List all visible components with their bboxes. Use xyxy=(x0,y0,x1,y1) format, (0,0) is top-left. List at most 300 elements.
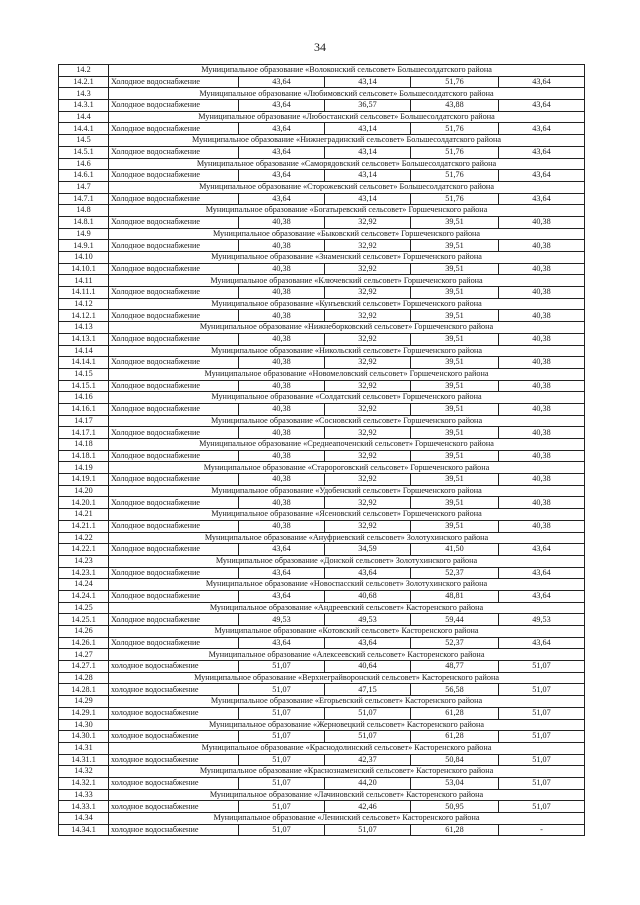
sub-row-number: 14.24.1 xyxy=(59,590,109,602)
row-number: 14.5 xyxy=(59,135,109,147)
tariff-value: 40,38 xyxy=(499,333,585,345)
service-row xyxy=(59,76,585,88)
service-label: холодное водоснабжение xyxy=(109,731,239,743)
row-number: 14.26 xyxy=(59,626,109,638)
service-label: Холодное водоснабжение xyxy=(109,497,239,509)
row-number: 14.34 xyxy=(59,813,109,825)
tariff-value: 41,50 xyxy=(411,544,499,556)
municipality-row xyxy=(59,65,585,77)
tariff-value: 40,68 xyxy=(325,590,411,602)
municipality-name: Муниципальное образование «Новомеловский сельсовет» Горшеченского района xyxy=(109,368,585,380)
sub-row-number: 14.34.1 xyxy=(59,824,109,836)
sub-row-number: 14.29.1 xyxy=(59,707,109,719)
tariff-value: 43,64 xyxy=(499,76,585,88)
service-row xyxy=(59,380,585,392)
tariff-value: 51,07 xyxy=(499,801,585,813)
tariff-value: 43,64 xyxy=(499,193,585,205)
municipality-name: Муниципальное образование «Волоконский сельсовет» Большесолдатского района xyxy=(109,65,585,77)
service-label: Холодное водоснабжение xyxy=(109,614,239,626)
tariff-table xyxy=(58,64,585,836)
tariff-value: 61,28 xyxy=(411,707,499,719)
sub-row-number: 14.2.1 xyxy=(59,76,109,88)
tariff-value: 40,38 xyxy=(499,497,585,509)
row-number: 14.30 xyxy=(59,719,109,731)
municipality-row xyxy=(59,298,585,310)
service-row xyxy=(59,310,585,322)
municipality-row xyxy=(59,322,585,334)
row-number: 14.33 xyxy=(59,789,109,801)
municipality-row xyxy=(59,415,585,427)
municipality-name: Муниципальное образование «Быковский сельсовет» Горшеченского района xyxy=(109,228,585,240)
tariff-value: 43,64 xyxy=(499,100,585,112)
municipality-row xyxy=(59,228,585,240)
service-label: Холодное водоснабжение xyxy=(109,544,239,556)
municipality-name: Муниципальное образование «Ануфриевский сельсовет» Золотухинского района xyxy=(109,532,585,544)
tariff-value: 43,64 xyxy=(325,637,411,649)
service-label: холодное водоснабжение xyxy=(109,777,239,789)
row-number: 14.12 xyxy=(59,298,109,310)
service-label: Холодное водоснабжение xyxy=(109,450,239,462)
row-number: 14.11 xyxy=(59,275,109,287)
tariff-value: 32,92 xyxy=(325,474,411,486)
service-row xyxy=(59,497,585,509)
tariff-value: 51,76 xyxy=(411,76,499,88)
tariff-value: 40,38 xyxy=(239,403,325,415)
tariff-value: 51,76 xyxy=(411,146,499,158)
municipality-row xyxy=(59,392,585,404)
service-label: Холодное водоснабжение xyxy=(109,310,239,322)
tariff-value: 43,64 xyxy=(499,567,585,579)
municipality-row xyxy=(59,88,585,100)
municipality-name: Муниципальное образование «Солдатский сельсовет» Горшеченского района xyxy=(109,392,585,404)
row-number: 14.3 xyxy=(59,88,109,100)
municipality-name: Муниципальное образование «Богатыревский сельсовет» Горшеченского района xyxy=(109,205,585,217)
tariff-value: 51,07 xyxy=(325,824,411,836)
service-row xyxy=(59,590,585,602)
row-number: 14.15 xyxy=(59,368,109,380)
tariff-value: 51,07 xyxy=(239,684,325,696)
sub-row-number: 14.12.1 xyxy=(59,310,109,322)
sub-row-number: 14.3.1 xyxy=(59,100,109,112)
tariff-value: 43,64 xyxy=(499,590,585,602)
tariff-value: 40,38 xyxy=(239,450,325,462)
tariff-value: 59,44 xyxy=(411,614,499,626)
tariff-value: 43,64 xyxy=(499,146,585,158)
municipality-name: Муниципальное образование «Нижнеборковский сельсовет» Горшеченского района xyxy=(109,322,585,334)
sub-row-number: 14.13.1 xyxy=(59,333,109,345)
tariff-table-body xyxy=(59,65,585,836)
tariff-value: 43,64 xyxy=(239,544,325,556)
tariff-value: 39,51 xyxy=(411,263,499,275)
tariff-value: 32,92 xyxy=(325,287,411,299)
sub-row-number: 14.11.1 xyxy=(59,287,109,299)
page-number: 34 xyxy=(314,40,326,54)
service-label: холодное водоснабжение xyxy=(109,684,239,696)
tariff-value: 51,07 xyxy=(499,684,585,696)
tariff-value: 43,88 xyxy=(411,100,499,112)
row-number: 14.31 xyxy=(59,742,109,754)
tariff-value: 40,38 xyxy=(499,427,585,439)
service-label: холодное водоснабжение xyxy=(109,707,239,719)
tariff-value: 32,92 xyxy=(325,216,411,228)
tariff-value: 32,92 xyxy=(325,427,411,439)
tariff-value: 40,38 xyxy=(499,380,585,392)
tariff-value: 43,14 xyxy=(325,193,411,205)
tariff-value: 51,76 xyxy=(411,170,499,182)
tariff-value: 49,53 xyxy=(239,614,325,626)
tariff-value: 32,92 xyxy=(325,357,411,369)
tariff-value: 39,51 xyxy=(411,497,499,509)
tariff-value: 43,14 xyxy=(325,170,411,182)
tariff-value: 51,07 xyxy=(239,824,325,836)
row-number: 14.22 xyxy=(59,532,109,544)
service-row xyxy=(59,754,585,766)
tariff-value: 39,51 xyxy=(411,380,499,392)
service-label: Холодное водоснабжение xyxy=(109,193,239,205)
service-label: Холодное водоснабжение xyxy=(109,170,239,182)
municipality-name: Муниципальное образование «Жерновецкий сельсовет» Касторенского района xyxy=(109,719,585,731)
tariff-value: 40,38 xyxy=(239,474,325,486)
tariff-value: 43,14 xyxy=(325,123,411,135)
tariff-value: 40,38 xyxy=(239,497,325,509)
service-label: Холодное водоснабжение xyxy=(109,520,239,532)
sub-row-number: 14.30.1 xyxy=(59,731,109,743)
sub-row-number: 14.10.1 xyxy=(59,263,109,275)
service-label: Холодное водоснабжение xyxy=(109,287,239,299)
tariff-value: 40,38 xyxy=(499,450,585,462)
sub-row-number: 14.19.1 xyxy=(59,474,109,486)
tariff-value: 40,38 xyxy=(239,216,325,228)
service-row xyxy=(59,637,585,649)
municipality-name: Муниципальное образование «Донской сельсовет» Золотухинского района xyxy=(109,555,585,567)
service-row xyxy=(59,287,585,299)
service-row xyxy=(59,146,585,158)
sub-row-number: 14.5.1 xyxy=(59,146,109,158)
municipality-name: Муниципальное образование «Егорьевский сельсовет» Касторенского района xyxy=(109,696,585,708)
tariff-value: 39,51 xyxy=(411,333,499,345)
tariff-value: 43,64 xyxy=(239,193,325,205)
row-number: 14.2 xyxy=(59,65,109,77)
tariff-value: 39,51 xyxy=(411,357,499,369)
row-number: 14.7 xyxy=(59,181,109,193)
sub-row-number: 14.7.1 xyxy=(59,193,109,205)
municipality-name: Муниципальное образование «Любимовский сельсовет» Большесолдатского района xyxy=(109,88,585,100)
sub-row-number: 14.21.1 xyxy=(59,520,109,532)
service-label: Холодное водоснабжение xyxy=(109,380,239,392)
tariff-value: 40,38 xyxy=(499,403,585,415)
municipality-name: Муниципальное образование «Никольский сельсовет» Горшеченского района xyxy=(109,345,585,357)
municipality-row xyxy=(59,485,585,497)
municipality-name: Муниципальное образование «Сосновский сельсовет» Горшеченского района xyxy=(109,415,585,427)
service-row xyxy=(59,216,585,228)
municipality-name: Муниципальное образование «Андреевский сельсовет» Касторенского района xyxy=(109,602,585,614)
municipality-row xyxy=(59,111,585,123)
tariff-value: 51,07 xyxy=(325,731,411,743)
row-number: 14.14 xyxy=(59,345,109,357)
tariff-value: 43,14 xyxy=(325,146,411,158)
municipality-name: Муниципальное образование «Лачиновский сельсовет» Касторенского района xyxy=(109,789,585,801)
tariff-value: 32,92 xyxy=(325,380,411,392)
tariff-value: 47,15 xyxy=(325,684,411,696)
municipality-name: Муниципальное образование «Знаменский сельсовет» Горшеченского района xyxy=(109,252,585,264)
municipality-name: Муниципальное образование «Любостанский сельсовет» Большесолдатского района xyxy=(109,111,585,123)
tariff-value: 51,07 xyxy=(239,707,325,719)
tariff-value: 39,51 xyxy=(411,520,499,532)
sub-row-number: 14.32.1 xyxy=(59,777,109,789)
sub-row-number: 14.18.1 xyxy=(59,450,109,462)
tariff-value: 40,38 xyxy=(499,357,585,369)
tariff-value: 51,07 xyxy=(325,707,411,719)
tariff-value: 40,38 xyxy=(499,310,585,322)
service-row xyxy=(59,333,585,345)
tariff-value: 49,53 xyxy=(325,614,411,626)
service-row xyxy=(59,614,585,626)
tariff-value: 43,64 xyxy=(239,590,325,602)
row-number: 14.21 xyxy=(59,509,109,521)
tariff-value: 32,92 xyxy=(325,403,411,415)
tariff-value: 43,64 xyxy=(239,170,325,182)
tariff-value: 40,64 xyxy=(325,661,411,673)
sub-row-number: 14.23.1 xyxy=(59,567,109,579)
municipality-name: Муниципальное образование «Старороговский сельсовет» Горшеченского района xyxy=(109,462,585,474)
municipality-name: Муниципальное образование «Краснодолинский сельсовет» Касторенского района xyxy=(109,742,585,754)
tariff-value: 39,51 xyxy=(411,427,499,439)
row-number: 14.32 xyxy=(59,766,109,778)
tariff-value: 43,64 xyxy=(499,544,585,556)
municipality-name: Муниципальное образование «Верхнеграйворонский сельсовет» Касторенского района xyxy=(109,672,585,684)
row-number: 14.25 xyxy=(59,602,109,614)
sub-row-number: 14.6.1 xyxy=(59,170,109,182)
tariff-value: 51,07 xyxy=(239,661,325,673)
municipality-row xyxy=(59,696,585,708)
service-row xyxy=(59,123,585,135)
service-row xyxy=(59,240,585,252)
row-number: 14.20 xyxy=(59,485,109,497)
tariff-value: 51,07 xyxy=(499,754,585,766)
tariff-value: 44,20 xyxy=(325,777,411,789)
sub-row-number: 14.20.1 xyxy=(59,497,109,509)
tariff-value: 40,38 xyxy=(499,474,585,486)
service-row xyxy=(59,777,585,789)
municipality-row xyxy=(59,602,585,614)
tariff-value: 40,38 xyxy=(239,380,325,392)
tariff-value: 39,51 xyxy=(411,310,499,322)
municipality-name: Муниципальное образование «Ленинский сельсовет» Касторенского района xyxy=(109,813,585,825)
tariff-value: 40,38 xyxy=(499,240,585,252)
tariff-value: 36,57 xyxy=(325,100,411,112)
service-row xyxy=(59,100,585,112)
service-label: Холодное водоснабжение xyxy=(109,100,239,112)
tariff-value: 43,14 xyxy=(325,76,411,88)
tariff-value: 32,92 xyxy=(325,333,411,345)
row-number: 14.13 xyxy=(59,322,109,334)
tariff-value: 56,58 xyxy=(411,684,499,696)
tariff-value: 32,92 xyxy=(325,240,411,252)
tariff-value: 39,51 xyxy=(411,240,499,252)
tariff-value: 39,51 xyxy=(411,474,499,486)
tariff-value: 51,07 xyxy=(499,731,585,743)
municipality-row xyxy=(59,252,585,264)
sub-row-number: 14.22.1 xyxy=(59,544,109,556)
service-label: Холодное водоснабжение xyxy=(109,146,239,158)
tariff-value: 43,64 xyxy=(499,123,585,135)
tariff-value: 32,92 xyxy=(325,263,411,275)
row-number: 14.6 xyxy=(59,158,109,170)
tariff-value: 40,38 xyxy=(499,287,585,299)
tariff-value: 51,07 xyxy=(499,661,585,673)
tariff-value: 48,77 xyxy=(411,661,499,673)
row-number: 14.29 xyxy=(59,696,109,708)
tariff-value: 43,64 xyxy=(239,637,325,649)
service-row xyxy=(59,450,585,462)
tariff-value: 40,38 xyxy=(499,520,585,532)
sub-row-number: 14.17.1 xyxy=(59,427,109,439)
tariff-value: 52,37 xyxy=(411,567,499,579)
tariff-value: 49,53 xyxy=(499,614,585,626)
service-label: Холодное водоснабжение xyxy=(109,474,239,486)
service-label: Холодное водоснабжение xyxy=(109,637,239,649)
service-row xyxy=(59,474,585,486)
tariff-value: 43,64 xyxy=(239,567,325,579)
service-row xyxy=(59,520,585,532)
tariff-value: 43,64 xyxy=(239,146,325,158)
tariff-value: 40,38 xyxy=(239,263,325,275)
service-label: Холодное водоснабжение xyxy=(109,240,239,252)
tariff-value: 61,28 xyxy=(411,731,499,743)
tariff-value: 51,07 xyxy=(239,777,325,789)
service-label: Холодное водоснабжение xyxy=(109,427,239,439)
tariff-value: 40,38 xyxy=(239,310,325,322)
municipality-name: Муниципальное образование «Ключевский сельсовет» Горшеченского района xyxy=(109,275,585,287)
tariff-value: 51,07 xyxy=(239,801,325,813)
municipality-row xyxy=(59,672,585,684)
municipality-row xyxy=(59,462,585,474)
tariff-value: 39,51 xyxy=(411,403,499,415)
tariff-value: 53,04 xyxy=(411,777,499,789)
municipality-name: Муниципальное образование «Сторожевский сельсовет» Большесолдатского района xyxy=(109,181,585,193)
service-row xyxy=(59,824,585,836)
sub-row-number: 14.16.1 xyxy=(59,403,109,415)
service-row xyxy=(59,731,585,743)
municipality-row xyxy=(59,135,585,147)
sub-row-number: 14.31.1 xyxy=(59,754,109,766)
tariff-value: 50,84 xyxy=(411,754,499,766)
tariff-value: 39,51 xyxy=(411,216,499,228)
municipality-row xyxy=(59,345,585,357)
row-number: 14.4 xyxy=(59,111,109,123)
service-label: Холодное водоснабжение xyxy=(109,403,239,415)
tariff-value: 42,37 xyxy=(325,754,411,766)
sub-row-number: 14.25.1 xyxy=(59,614,109,626)
row-number: 14.24 xyxy=(59,579,109,591)
service-row xyxy=(59,403,585,415)
sub-row-number: 14.27.1 xyxy=(59,661,109,673)
municipality-name: Муниципальное образование «Краснознаменский сельсовет» Касторенского района xyxy=(109,766,585,778)
municipality-row xyxy=(59,719,585,731)
municipality-row xyxy=(59,789,585,801)
municipality-row xyxy=(59,275,585,287)
tariff-value: 42,46 xyxy=(325,801,411,813)
service-label: Холодное водоснабжение xyxy=(109,357,239,369)
tariff-value: 40,38 xyxy=(239,240,325,252)
tariff-value: 40,38 xyxy=(239,427,325,439)
service-row xyxy=(59,661,585,673)
tariff-value: 40,38 xyxy=(239,520,325,532)
tariff-value: 40,38 xyxy=(239,333,325,345)
service-label: Холодное водоснабжение xyxy=(109,216,239,228)
row-number: 14.8 xyxy=(59,205,109,217)
tariff-value: 34,59 xyxy=(325,544,411,556)
tariff-value: 51,07 xyxy=(499,777,585,789)
tariff-value: 39,51 xyxy=(411,287,499,299)
tariff-value: 32,92 xyxy=(325,310,411,322)
service-label: Холодное водоснабжение xyxy=(109,123,239,135)
municipality-row xyxy=(59,181,585,193)
tariff-value: 52,37 xyxy=(411,637,499,649)
row-number: 14.19 xyxy=(59,462,109,474)
municipality-name: Муниципальное образование «Нижнеградинский сельсовет» Большесолдатского района xyxy=(109,135,585,147)
row-number: 14.27 xyxy=(59,649,109,661)
row-number: 14.17 xyxy=(59,415,109,427)
tariff-value: 51,76 xyxy=(411,123,499,135)
tariff-value: 39,51 xyxy=(411,450,499,462)
service-label: холодное водоснабжение xyxy=(109,661,239,673)
municipality-name: Муниципальное образование «Алексеевский сельсовет» Касторенского района xyxy=(109,649,585,661)
service-label: холодное водоснабжение xyxy=(109,754,239,766)
tariff-value: 40,38 xyxy=(499,216,585,228)
row-number: 14.16 xyxy=(59,392,109,404)
municipality-name: Муниципальное образование «Котовский сельсовет» Касторенского района xyxy=(109,626,585,638)
municipality-row xyxy=(59,649,585,661)
municipality-name: Муниципальное образование «Среднеапоченский сельсовет» Горшеченского района xyxy=(109,439,585,451)
municipality-row xyxy=(59,579,585,591)
municipality-name: Муниципальное образование «Новоспасский сельсовет» Золотухинского района xyxy=(109,579,585,591)
sub-row-number: 14.28.1 xyxy=(59,684,109,696)
row-number: 14.10 xyxy=(59,252,109,264)
row-number: 14.23 xyxy=(59,555,109,567)
service-row xyxy=(59,170,585,182)
row-number: 14.28 xyxy=(59,672,109,684)
municipality-row xyxy=(59,368,585,380)
municipality-row xyxy=(59,158,585,170)
sub-row-number: 14.26.1 xyxy=(59,637,109,649)
service-label: холодное водоснабжение xyxy=(109,824,239,836)
municipality-row xyxy=(59,555,585,567)
service-label: Холодное водоснабжение xyxy=(109,590,239,602)
service-label: Холодное водоснабжение xyxy=(109,263,239,275)
sub-row-number: 14.8.1 xyxy=(59,216,109,228)
sub-row-number: 14.15.1 xyxy=(59,380,109,392)
tariff-value: 51,76 xyxy=(411,193,499,205)
tariff-value: 32,92 xyxy=(325,520,411,532)
tariff-value: 50,95 xyxy=(411,801,499,813)
service-row xyxy=(59,544,585,556)
tariff-value: 40,38 xyxy=(499,263,585,275)
tariff-value: 43,64 xyxy=(499,170,585,182)
tariff-value: 48,81 xyxy=(411,590,499,602)
tariff-value: - xyxy=(499,824,585,836)
row-number: 14.18 xyxy=(59,439,109,451)
tariff-value: 43,64 xyxy=(239,123,325,135)
municipality-name: Муниципальное образование «Удобенский сельсовет» Горшеченского района xyxy=(109,485,585,497)
service-row xyxy=(59,427,585,439)
service-row xyxy=(59,707,585,719)
municipality-row xyxy=(59,766,585,778)
tariff-value: 51,07 xyxy=(499,707,585,719)
service-row xyxy=(59,567,585,579)
service-label: Холодное водоснабжение xyxy=(109,333,239,345)
service-label: Холодное водоснабжение xyxy=(109,76,239,88)
